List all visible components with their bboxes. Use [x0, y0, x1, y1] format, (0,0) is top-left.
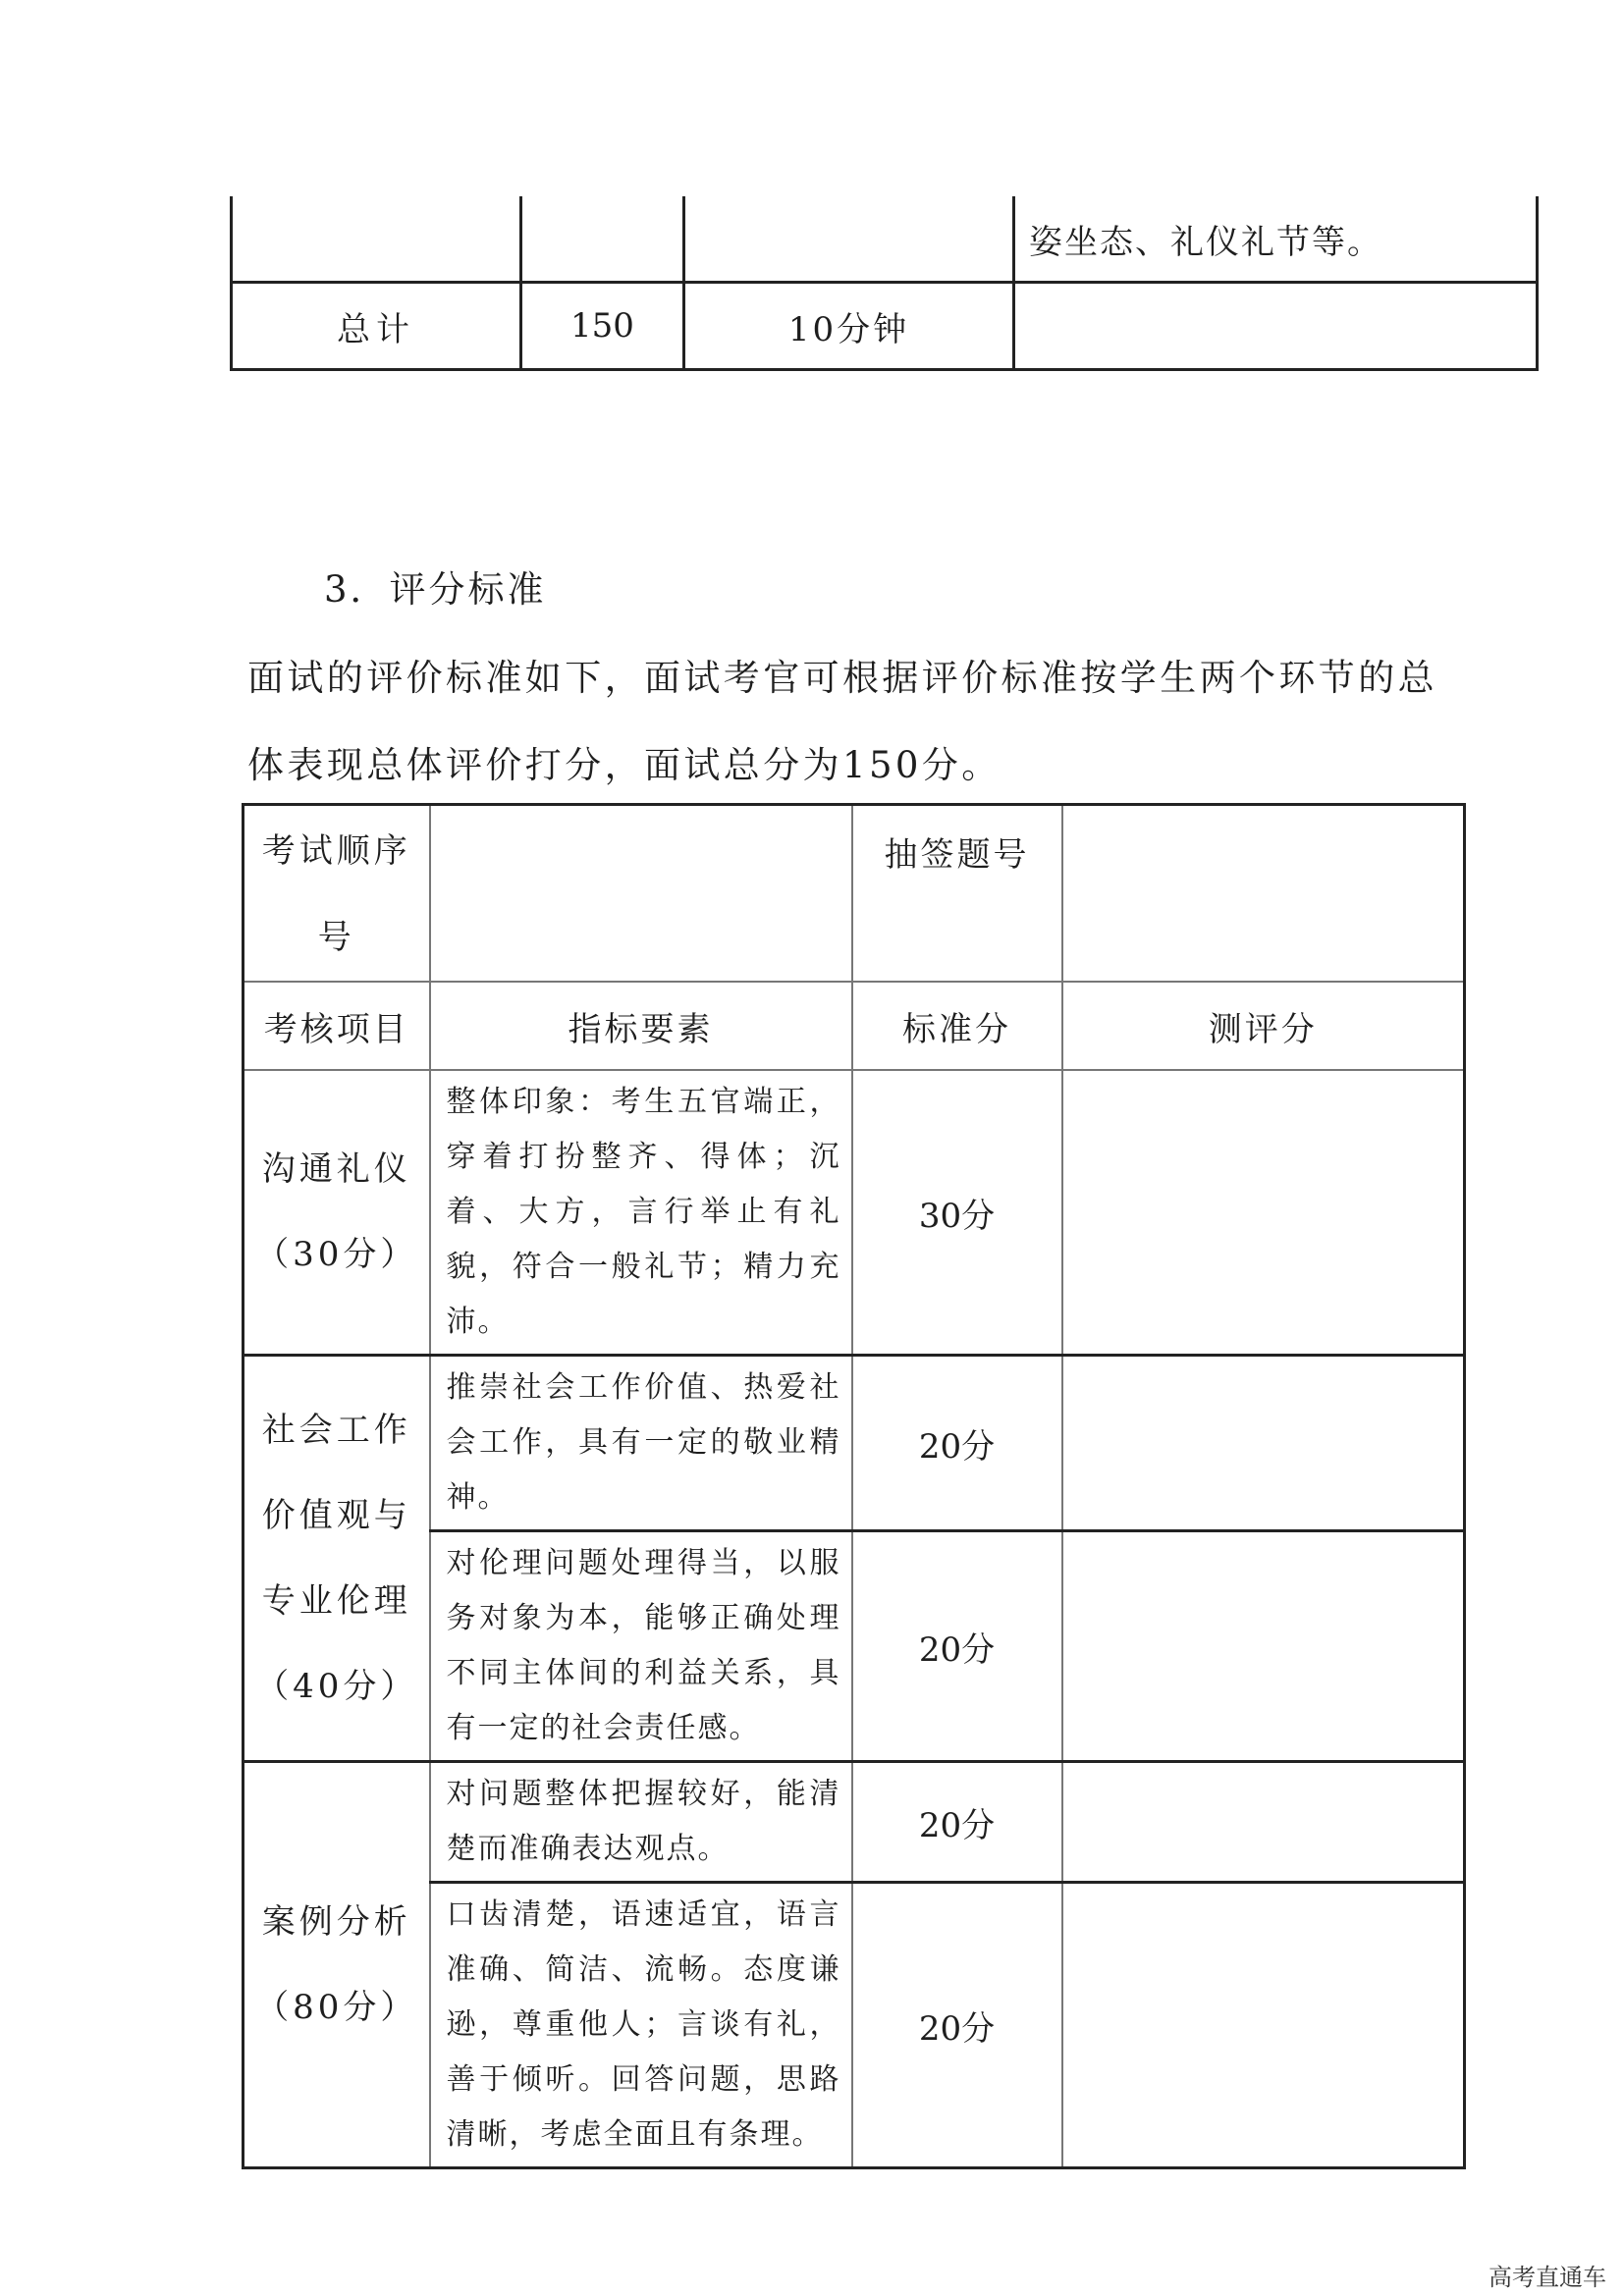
table-cell	[521, 196, 684, 283]
table-header-row	[244, 982, 1465, 1070]
standard-score: 20分	[852, 1531, 1062, 1762]
item-values-ethics: 社会工作价值观与专业伦理（40分）	[244, 1356, 430, 1762]
item-case-analysis: 案例分析（80分）	[244, 1762, 430, 2168]
table-row	[244, 805, 1465, 983]
total-row	[232, 283, 1538, 370]
indicator-cell: 对伦理问题处理得当，以服务对象为本，能够正确处理不同主体间的利益关系，具有一定的社会责任感。	[430, 1531, 852, 1762]
rating-cell[interactable]	[1062, 1762, 1465, 1883]
exam-no-value[interactable]	[430, 805, 852, 983]
time-allocation-table	[230, 196, 1539, 371]
paragraph-line: 体表现总体评价打分，面试总分为150分。	[247, 744, 1001, 786]
table-cell: 姿坐态、礼仪礼节等。	[1014, 196, 1538, 283]
total-label: 总计	[232, 283, 521, 370]
table-cell	[684, 196, 1014, 283]
indicator-cell: 对问题整体把握较好，能清楚而准确表达观点。	[430, 1762, 852, 1883]
standard-score: 20分	[852, 1762, 1062, 1883]
standard-score: 30分	[852, 1070, 1062, 1356]
table-row	[244, 1762, 1465, 1883]
draw-no-value[interactable]	[1062, 805, 1465, 983]
watermark: 高考直通车	[1489, 2264, 1606, 2291]
section-heading: 3．评分标准	[324, 568, 547, 611]
rating-cell[interactable]	[1062, 1883, 1465, 2168]
total-note	[1014, 283, 1538, 370]
paragraph-line: 面试的评价标准如下，面试考官可根据评价标准按学生两个环节的总	[247, 657, 1437, 699]
table-row	[244, 1070, 1465, 1356]
total-time: 10分钟	[684, 283, 1014, 370]
exam-no-label: 考试顺序号	[244, 805, 430, 983]
indicator-cell: 推崇社会工作价值、热爱社会工作，具有一定的敬业精神。	[430, 1356, 852, 1531]
table-row	[244, 1356, 1465, 1531]
standard-score: 20分	[852, 1356, 1062, 1531]
table-cell	[232, 196, 521, 283]
header-item: 考核项目	[244, 982, 430, 1070]
indicator-cell: 口齿清楚，语速适宜，语言准确、简洁、流畅。态度谦逊，尊重他人；言谈有礼，善于倾听。回答问题，思路清晰，考虑全面且有条理。	[430, 1883, 852, 2168]
table-row	[232, 196, 1538, 283]
item-communication: 沟通礼仪（30分）	[244, 1070, 430, 1356]
total-score: 150	[521, 283, 684, 370]
draw-no-label: 抽签题号	[852, 805, 1062, 983]
header-rating: 测评分	[1062, 982, 1465, 1070]
header-standard: 标准分	[852, 982, 1062, 1070]
standard-score: 20分	[852, 1883, 1062, 2168]
rating-cell[interactable]	[1062, 1070, 1465, 1356]
indicator-cell: 整体印象：考生五官端正，穿着打扮整齐、得体；沉着、大方，言行举止有礼貌，符合一般礼节；精力充沛。	[430, 1070, 852, 1356]
rating-cell[interactable]	[1062, 1356, 1465, 1531]
header-indicator: 指标要素	[430, 982, 852, 1070]
rating-cell[interactable]	[1062, 1531, 1465, 1762]
scoring-table	[242, 803, 1466, 2169]
